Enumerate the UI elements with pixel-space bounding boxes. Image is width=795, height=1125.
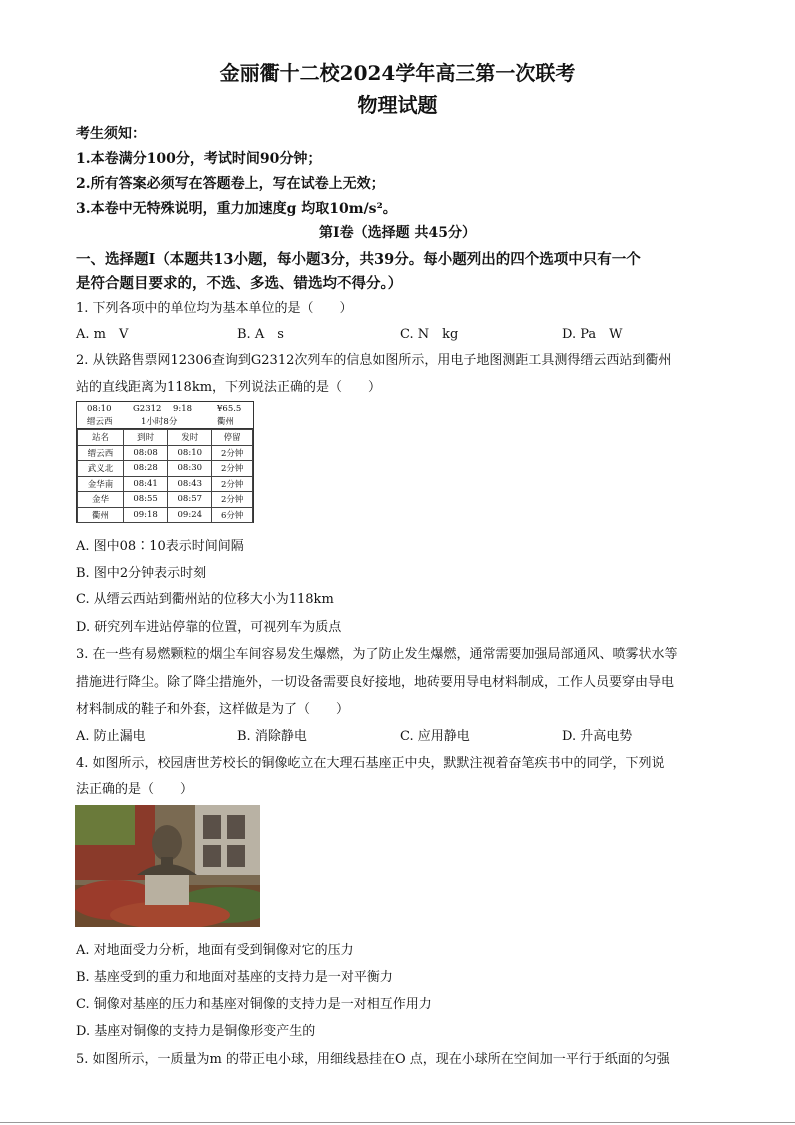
q3-stem-line-3: 材料制成的鞋子和外套，这样做是为了（ ） [76, 702, 350, 717]
column-header: 站名 [78, 430, 124, 446]
table-row [78, 445, 253, 461]
notice-item-1: 1.本卷满分100分，考试时间90分钟； [76, 151, 322, 167]
section-intro-line-1: 一、选择题Ⅰ（本题共13小题，每小题3分，共39分。每小题列出的四个选项中只有一个 [76, 251, 641, 268]
q1-stem: 1. 下列各项中的单位均为基本单位的是（ ） [76, 301, 353, 316]
arrive-cell: 08:41 [123, 476, 167, 492]
table-row [78, 492, 253, 508]
stop-cell: 6分钟 [212, 507, 253, 523]
stop-cell: 2分钟 [212, 492, 253, 508]
q1-option-b: B. A s [237, 327, 284, 342]
exam-title: 金丽衢十二校2024学年高三第一次联考 [219, 61, 576, 85]
column-header: 到时 [123, 430, 167, 446]
ticket-arrive-time: 9:18 [173, 404, 193, 414]
q2-option-d: D. 研究列车进站停靠的位置，可视列车为质点 [76, 620, 342, 635]
q2-option-b: B. 图中2分钟表示时刻 [76, 566, 207, 581]
table-row [78, 461, 253, 477]
q2-option-a: A. 图中08∶10表示时间间隔 [76, 539, 244, 554]
section-intro-line-2: 是符合题目要求的，不选、多选、错选均不得分。） [76, 275, 403, 292]
station-cell: 武义北 [78, 461, 124, 477]
notice-heading: 考生须知： [76, 126, 146, 142]
q5-stem-line-1: 5. 如图所示，一质量为m 的带正电小球，用细线悬挂在O 点，现在小球所在空间加一平行于纸面的匀强 [76, 1052, 670, 1067]
station-cell: 金华 [78, 492, 124, 508]
ticket-depart-time: 08:10 [87, 404, 112, 414]
q1-option-a: A. m V [76, 327, 129, 342]
ticket-header [77, 402, 253, 429]
depart-cell: 08:10 [168, 445, 212, 461]
arrive-cell: 08:08 [123, 445, 167, 461]
stop-cell: 2分钟 [212, 445, 253, 461]
depart-cell: 08:30 [168, 461, 212, 477]
q4-option-a: A. 对地面受力分析，地面有受到铜像对它的压力 [76, 943, 354, 958]
arrive-cell: 09:18 [123, 507, 167, 523]
exam-subtitle: 物理试题 [357, 93, 438, 117]
q2-option-c: C. 从缙云西站到衢州站的位移大小为118km [76, 592, 334, 607]
q3-option-a: A. 防止漏电 [76, 729, 146, 744]
arrive-cell: 08:55 [123, 492, 167, 508]
page-bottom-divider [0, 1122, 795, 1123]
q3-stem-line-1: 3. 在一些有易燃颗粒的烟尘车间容易发生爆燃，为了防止发生爆燃，通常需要加强局部通风、喷雾状水等 [76, 647, 678, 662]
q4-option-c: C. 铜像对基座的压力和基座对铜像的支持力是一对相互作用力 [76, 997, 432, 1012]
q3-stem-line-2: 措施进行降尘。除了降尘措施外，一切设备需要良好接地，地砖要用导电材料制成，工作人员要穿由导电 [76, 675, 675, 690]
notice-item-2: 2.所有答案必须写在答题卷上，写在试卷上无效； [76, 176, 385, 192]
stop-cell: 2分钟 [212, 476, 253, 492]
statue-photo-illustration [75, 805, 260, 927]
bronze-statue-photo [75, 805, 260, 927]
depart-cell: 09:24 [168, 507, 212, 523]
q3-option-d: D. 升高电势 [562, 729, 633, 744]
depart-cell: 08:43 [168, 476, 212, 492]
q3-option-b: B. 消除静电 [237, 729, 307, 744]
ticket-table-header [78, 430, 253, 446]
stop-cell: 2分钟 [212, 461, 253, 477]
column-header: 停留 [212, 430, 253, 446]
train-ticket-figure [76, 401, 254, 523]
q2-stem-line-2: 站的直线距离为118km，下列说法正确的是（ ） [76, 380, 382, 395]
q3-option-c: C. 应用静电 [400, 729, 470, 744]
q4-option-b: B. 基座受到的重力和地面对基座的支持力是一对平衡力 [76, 970, 393, 985]
q4-option-d: D. 基座对铜像的支持力是铜像形变产生的 [76, 1024, 316, 1039]
q4-stem-line-2: 法正确的是（ ） [76, 782, 194, 797]
q4-stem-line-1: 4. 如图所示，校园唐世芳校长的铜像屹立在大理石基座正中央，默默注视着奋笔疾书中的同学，下列说 [76, 756, 665, 771]
ticket-from-station: 缙云西 [87, 417, 113, 427]
ticket-duration: 1小时8分 [141, 417, 178, 427]
table-row [78, 507, 253, 523]
ticket-price: ¥65.5 [217, 404, 242, 414]
station-cell: 衢州 [78, 507, 124, 523]
station-cell: 缙云西 [78, 445, 124, 461]
column-header: 发时 [168, 430, 212, 446]
station-cell: 金华南 [78, 476, 124, 492]
depart-cell: 08:57 [168, 492, 212, 508]
section-title: 第Ⅰ卷（选择题 共45分） [319, 225, 476, 241]
ticket-schedule-table [77, 429, 253, 523]
q1-option-c: C. N kg [400, 327, 459, 342]
notice-item-3: 3.本卷中无特殊说明，重力加速度g 均取10m/s²。 [76, 201, 397, 217]
table-row [78, 476, 253, 492]
q2-stem-line-1: 2. 从铁路售票网12306查询到G2312次列车的信息如图所示，用电子地图测距工具测得缙云西站到衢州 [76, 353, 672, 368]
q1-option-d: D. Pa W [562, 327, 623, 342]
arrive-cell: 08:28 [123, 461, 167, 477]
ticket-to-station: 衢州 [217, 417, 235, 427]
ticket-train-no: G2312 [133, 404, 162, 414]
